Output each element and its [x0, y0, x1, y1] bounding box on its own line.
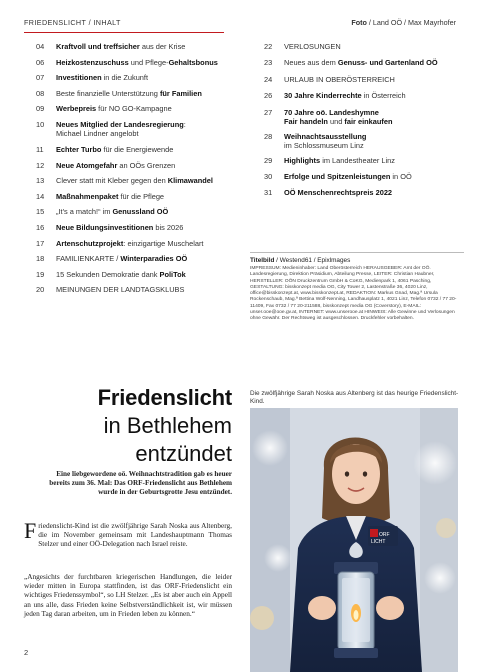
- page-header: [24, 18, 456, 32]
- toc-entry[interactable]: [36, 161, 240, 170]
- headline-line-3: entzündet: [135, 441, 232, 466]
- toc-entry-title: [284, 42, 464, 51]
- toc-page-number: 10: [36, 120, 45, 129]
- toc-entry-title: [56, 73, 240, 82]
- toc-entry[interactable]: [264, 132, 464, 150]
- toc-title-part: Klimawandel: [167, 176, 213, 186]
- toc-page-number: 07: [36, 73, 45, 83]
- toc-entry[interactable]: [36, 73, 240, 82]
- toc-title-part: Clever statt mit Kleber gegen den: [56, 176, 168, 186]
- toc-entry[interactable]: [264, 172, 464, 181]
- toc-title-part: aus der Krise: [139, 42, 186, 51]
- cover-credit-label: Titelbild: [250, 257, 275, 264]
- article-paragraph-2: „Angesichts der furchtbaren kriegerischen Handlungen, die leider wieder mitten in Europa stattfinden, ist das ORF-Friedenslicht ein wichtiges Friedenssymbol“, so LH Stelzer. „Es ist aber auch ein Appell an uns alle, dass Frieden keine Selbstverständlichkeit ist, wir müssen jeden Tag daran arbeiten, um in Frieden leben zu können.“: [24, 572, 232, 618]
- toc-entry[interactable]: [264, 108, 464, 126]
- toc-page-number: 08: [36, 88, 45, 98]
- toc-title-part: und Pflege-: [128, 57, 169, 67]
- toc-title-part: Neue Atomgefahr: [56, 160, 118, 170]
- page-number: 2: [24, 648, 29, 657]
- toc-page-number: 09: [36, 104, 45, 114]
- headline-line-2: in Bethlehem: [103, 413, 232, 438]
- toc-entry-title: [284, 91, 464, 100]
- drop-cap: F: [24, 518, 37, 543]
- toc-entry-title: [284, 58, 464, 67]
- toc-title-part: Heizkostenzuschuss: [56, 57, 129, 67]
- toc-title-part: für Familien: [159, 88, 202, 98]
- toc-title-part: Fair handeln: [284, 116, 328, 126]
- toc-title-part: VERLOSUNGEN: [284, 42, 341, 51]
- toc-page-number: 29: [264, 155, 273, 165]
- toc-page-number: 20: [36, 285, 45, 295]
- toc-entry-title: [56, 161, 240, 170]
- toc-entry[interactable]: [36, 192, 240, 201]
- toc-title-part: 30 Jahre Kinderrechte: [284, 91, 362, 101]
- toc-entry-title: [56, 176, 240, 185]
- toc-title-part: :: [183, 120, 186, 129]
- toc-title-part: Beste finanzielle Unterstützung: [56, 88, 160, 98]
- toc-entry-title: [284, 188, 464, 197]
- toc-title-part: in die Zukunft: [101, 73, 149, 83]
- toc-title-part: Winterparadies OÖ: [120, 254, 188, 264]
- header-rule: [24, 32, 224, 33]
- toc-entry[interactable]: [264, 42, 464, 51]
- toc-title-part: für NO GO-Kampagne: [96, 104, 172, 114]
- toc-title-part: Gehaltsbonus: [168, 57, 218, 67]
- lantern-logo-text-2: LICHT: [371, 539, 386, 545]
- toc-title-part: 70 Jahre oö. Landeshymne: [284, 107, 379, 117]
- photo-caption: Die zwölfjährige Sarah Noska aus Altenberg ist das heurige Friedenslicht-Kind.: [250, 390, 459, 405]
- toc-title-part: OÖ Menschenrechtspreis 2022: [284, 188, 393, 198]
- toc-title-part: Genuss- und Gartenland OÖ: [337, 58, 438, 68]
- toc-entry[interactable]: [36, 89, 240, 98]
- toc-title-part: an OÖs Grenzen: [117, 160, 176, 170]
- toc-entry-title: [56, 192, 240, 201]
- toc-title-part: fair einkaufen: [344, 116, 393, 126]
- toc-entry-title: [56, 254, 240, 263]
- toc-title-part: FAMILIENKARTE /: [56, 254, 121, 264]
- toc-entry-title: [56, 207, 240, 216]
- toc-entry-title: [284, 108, 464, 126]
- impressum: IMPRESSUM: Medieninhaber: Land Oberösterreich HERAUSGEBER: Amt der OÖ. Landesregierung, Direktion Präsidium, Abteilung Presse, LEITER: Christian Haubner, HERSTELLER: OÖN Druckzentrum GmbH & CoKG, Medienpark 1, 4061 Pasching, GESTALTUNG: bisskonzept media OG, City Tower 2, Lastenstraße 36, 4020 Linz, office@bisskonzept.at, www.bisskonzept.at, REDAKTION: Markus Gnad, Mag.ª Ursula Rockenschaub, Mag.ª Bettina Wolf-Nenning, Landhausplatz 1, 4021 Linz, Telefon 0732 / 77 20-11409, Fax 0732 / 77 20-211588, bisskonzept media OG (Coverstory), E-MAIL: unser.ooe@ooe.gv.at, INTERNET: www.unserooe.at HINWEIS: Alle Gewinne und Verlosungen ohne Gewähr. Der Rechtsweg ist ausgeschlossen. Druckfehler vorbehalten.: [250, 266, 457, 322]
- toc-title-part: Maßnahmenpaket: [56, 191, 119, 201]
- toc-entry[interactable]: [36, 285, 240, 294]
- photo-credit-text: / Land OÖ / Max Mayrhofer: [366, 18, 456, 27]
- toc-entry[interactable]: [264, 91, 464, 100]
- toc-entry-title: [56, 104, 240, 113]
- toc-page-number: 14: [36, 191, 45, 201]
- toc-entry-title: [284, 172, 464, 181]
- toc-entry[interactable]: [36, 270, 240, 279]
- toc-entry[interactable]: [264, 58, 464, 67]
- toc-entry[interactable]: [36, 120, 240, 138]
- toc-page-number: 19: [36, 269, 45, 279]
- toc-title-part: im Landestheater Linz: [320, 155, 395, 165]
- toc-title-part: Investitionen: [56, 73, 102, 83]
- toc-title-part: in Österreich: [361, 91, 406, 101]
- toc-title-part: Neues aus dem: [284, 58, 338, 68]
- toc-page-number: 22: [264, 42, 273, 51]
- toc-page-number: 27: [264, 107, 273, 117]
- toc-title-part: Neues Mitglied der Landesregierung: [56, 120, 184, 129]
- toc-entry[interactable]: [36, 145, 240, 154]
- toc-page-number: 06: [36, 57, 45, 67]
- toc-title-part: für die Energiewende: [101, 145, 174, 154]
- toc-entry-title: [56, 285, 240, 294]
- toc-entry-title: [56, 223, 240, 232]
- toc-title-part: Weihnachtsausstellung: [284, 131, 367, 141]
- toc-title-part: : einzigartige Muschelart: [123, 238, 204, 248]
- toc-page-number: 12: [36, 160, 45, 170]
- toc-entry[interactable]: [264, 75, 464, 84]
- toc-subtitle: [284, 117, 464, 126]
- toc-page-number: 26: [264, 91, 273, 101]
- photo-credit: [351, 18, 456, 27]
- toc-title-part: Neue Bildungsinvestitionen: [56, 223, 154, 232]
- article-lead: Eine liebgewordene oö. Weihnachtstradition gab es heuer bereits zum 36. Mal: Das ORF-Friedenslicht aus Bethlehem wurde in der Geburtsgrotte Jesu entzündet.: [49, 470, 232, 497]
- toc-entry-title: [56, 239, 240, 248]
- toc-title-part: „It's a match!“ im: [56, 207, 113, 217]
- toc-title-part: Highlights: [284, 155, 321, 165]
- toc-title-part: 15 Sekunden Demokratie dank: [56, 269, 160, 279]
- toc-page-number: 31: [264, 188, 273, 198]
- cover-credit: [250, 252, 464, 264]
- photo-illustration: [250, 408, 458, 672]
- photo-credit-label: Foto: [351, 18, 367, 27]
- toc-page-number: 30: [264, 172, 273, 181]
- toc-title-part: Erfolge und Spitzenleistungen: [284, 172, 391, 181]
- toc-page-number: 04: [36, 42, 45, 51]
- toc-title-part: Echter Turbo: [56, 145, 102, 154]
- cover-photo: [250, 408, 458, 672]
- toc-entry[interactable]: [36, 176, 240, 185]
- toc-title-part: URLAUB IN OBERÖSTERREICH: [284, 74, 395, 84]
- toc-title-part: Kraftvoll und treffsicher: [56, 42, 140, 51]
- toc-entry[interactable]: [36, 239, 240, 248]
- paragraph-1-text: riedenslicht-Kind ist die zwölfjährige Sarah Noska aus Altenberg, die im November gemeinsam mit Landeshauptmann Thomas Stelzer und einer OÖ-Delegation nach Israel reiste.: [38, 521, 232, 549]
- toc-title-part: Artenschutzprojekt: [56, 238, 124, 248]
- toc-entry[interactable]: [36, 207, 240, 216]
- toc-entry[interactable]: [264, 188, 464, 197]
- toc-title-part: MEINUNGEN DER LANDTAGSKLUBS: [56, 285, 185, 295]
- toc-subtitle: Michael Lindner angelobt: [56, 129, 139, 138]
- lantern-logo-text: ORF: [379, 532, 390, 538]
- toc-title-part: PoliTok: [159, 269, 186, 279]
- section-label: FRIEDENSLICHT / INHALT: [24, 18, 121, 27]
- toc-entry-title: [56, 120, 240, 138]
- toc-entry-title: [284, 132, 464, 150]
- toc-entry-title: [56, 89, 240, 98]
- toc-entry-title: [56, 270, 240, 279]
- toc-entry-title: [56, 145, 240, 154]
- toc-entry[interactable]: [36, 254, 240, 263]
- toc-title-part: und: [327, 116, 345, 126]
- toc-subtitle: im Schlossmuseum Linz: [284, 140, 364, 150]
- toc-page-number: 15: [36, 207, 45, 217]
- toc-page-number: 24: [264, 74, 273, 84]
- toc-title-part: Werbepreis: [56, 104, 97, 114]
- toc-page-number: 13: [36, 176, 45, 186]
- toc-entry[interactable]: [36, 104, 240, 113]
- toc-entry[interactable]: [36, 223, 240, 232]
- toc-entry-title: [284, 75, 464, 84]
- toc-page-number: 11: [36, 145, 44, 154]
- toc-entry-title: [56, 58, 240, 67]
- toc-entry-title: [56, 42, 240, 51]
- toc-page-number: 23: [264, 58, 273, 68]
- toc-title-part: bis 2026: [153, 223, 184, 232]
- cover-credit-text: / Westend61 / Epixlmages: [274, 257, 351, 264]
- toc-page-number: 17: [36, 238, 45, 248]
- article-paragraph-1: [24, 518, 232, 549]
- headline-line-1: Friedenslicht: [97, 385, 232, 410]
- article-headline: [40, 384, 232, 468]
- toc-entry-title: [284, 156, 464, 165]
- toc-title-part: in OÖ: [390, 172, 412, 181]
- toc-title-part: Genussland OÖ: [112, 207, 169, 217]
- toc-entry[interactable]: [36, 58, 240, 67]
- toc-page-number: 28: [264, 131, 273, 141]
- toc-entry[interactable]: [36, 42, 240, 51]
- toc-page-number: 18: [36, 254, 45, 264]
- toc-entry[interactable]: [264, 156, 464, 165]
- toc-title-part: für die Pflege: [118, 191, 165, 201]
- toc-page-number: 16: [36, 223, 45, 232]
